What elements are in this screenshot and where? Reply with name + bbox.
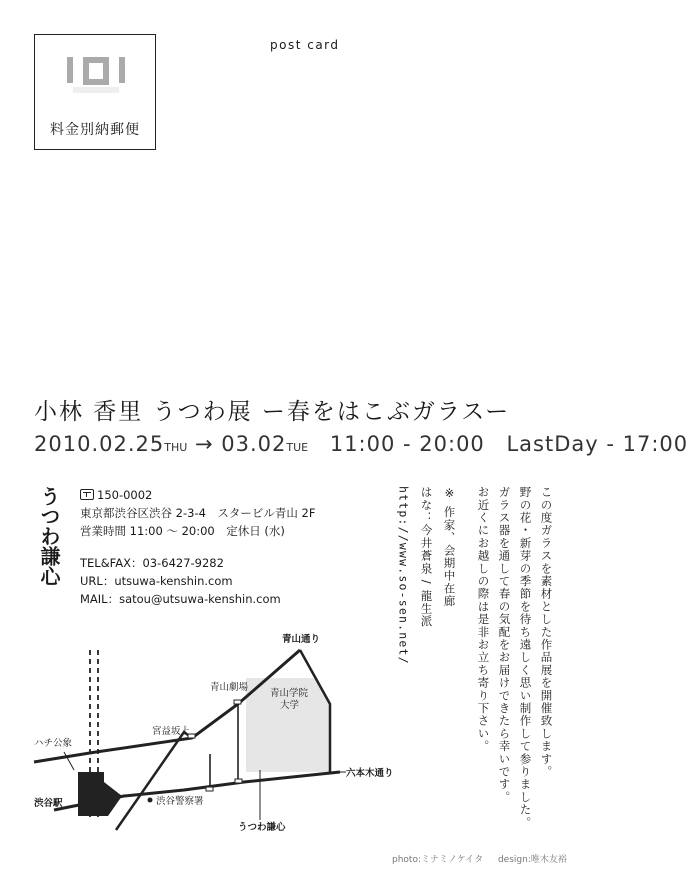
intersection-marker-icon xyxy=(206,787,213,791)
opening-hours: 11:00 - 20:00 xyxy=(329,432,485,456)
label-miyamasuzaka: 宮益坂上 xyxy=(152,726,191,737)
shop-url[interactable]: URL：utsuwa-kenshin.com xyxy=(80,574,233,588)
shop-name-text: うつわ謙心 xyxy=(37,486,61,586)
label-aoyama-dori: 青山通り xyxy=(282,634,321,645)
note-flowers: はな：今井蒼泉 / 龍生派 xyxy=(419,486,434,628)
shop-address: 東京都渋谷区渋谷 2-3-4 スタービル青山 2F xyxy=(80,506,316,520)
flower-artist-url[interactable]: http://www.so-sen.net/ xyxy=(396,486,411,665)
start-dow: THU xyxy=(164,441,188,454)
shop-hours: 営業時間 11:00 〜 20:00 定休日 (水) xyxy=(80,524,285,538)
label-hachiko: ハチ公象 xyxy=(34,738,73,749)
message-line-2: 野の花・新芽の季節を待ち遠しく思い制作して参りました。 xyxy=(518,486,533,829)
postage-paid-box xyxy=(34,34,156,150)
shop-name xyxy=(34,486,64,586)
end-date: 03.02 xyxy=(221,432,287,456)
label-shop-marker: うつわ謙心 xyxy=(238,822,286,833)
message-line-1: この度ガラスを素材とした作品展を開催致します。 xyxy=(539,486,554,779)
intersection-marker-icon xyxy=(234,700,241,704)
label-aoyama-gakuin-1: 青山学院 xyxy=(270,688,309,699)
photo-credit: photo:ミナミノケイタ xyxy=(392,855,484,865)
label-roppongi-dori: 六本木通り xyxy=(346,768,394,779)
date-arrow: → xyxy=(194,432,214,456)
shop-mail[interactable]: MAIL：satou@utsuwa-kenshin.com xyxy=(80,592,281,606)
note-artist-present: ※ 作家、会期中在廊 xyxy=(442,486,457,608)
label-shibuya-station: 渋谷駅 xyxy=(34,798,63,809)
message-line-3: ガラス器を通して春の気配をお届けできたら幸いです。 xyxy=(497,486,512,804)
postage-label: 料金別納郵便 xyxy=(50,122,140,138)
access-map xyxy=(34,620,394,840)
shibuya-station-icon xyxy=(78,772,122,816)
label-shibuya-police: 渋谷警察署 xyxy=(156,796,204,807)
label-aoyama-gakuin-2: 大学 xyxy=(280,700,300,711)
zip-code: 150-0002 xyxy=(97,488,153,502)
postal-mark-icon xyxy=(67,57,125,93)
start-date: 2010.02.25 xyxy=(34,432,165,456)
label-aoyama-theater: 青山劇場 xyxy=(210,682,249,693)
credits xyxy=(392,852,579,865)
postcard-label: post card xyxy=(270,38,340,52)
exhibition-title: 小林 香里 うつわ展 ー春をはこぶガラスー xyxy=(34,399,511,425)
postal-code-icon xyxy=(80,489,94,500)
zip-line xyxy=(80,486,316,504)
shop-tel: TEL&FAX：03-6427-9282 xyxy=(80,556,224,570)
last-day-hours: LastDay - 17:00 xyxy=(506,432,688,456)
message-line-4: お近くにお越しの際は是非お立ち寄り下さい。 xyxy=(476,486,491,753)
design-credit: design:唯木友裕 xyxy=(497,855,567,865)
intersection-marker-icon xyxy=(235,779,242,783)
shop-info xyxy=(80,486,316,608)
police-station-icon xyxy=(148,798,153,803)
end-dow: TUE xyxy=(286,441,309,454)
exhibition-dates xyxy=(34,432,688,456)
